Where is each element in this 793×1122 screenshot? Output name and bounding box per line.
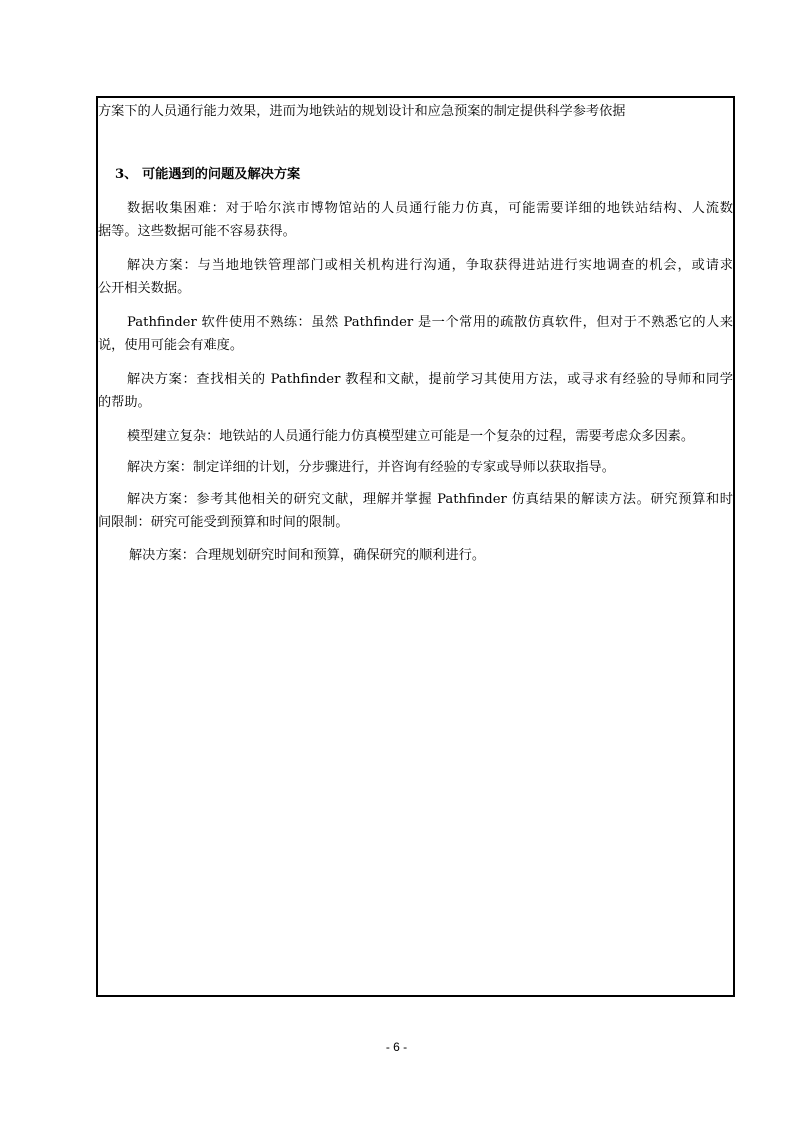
paragraph-7-line-1: 解决方案：参考其他相关的研究文献，理解并掌握 Pathfinder 仿真结果的解读方法。研究预算和时 <box>127 492 733 507</box>
paragraph-2-line-1: 解决方案：与当地地铁管理部门或相关机构进行沟通，争取获得进站进行实地调查的机会，或请求 <box>127 258 733 273</box>
paragraph-6-line-1: 解决方案：制定详细的计划，分步骤进行，并咨询有经验的专家或导师以获取指导。 <box>127 460 615 475</box>
page-number: - 6 - <box>385 1040 408 1054</box>
paragraph-3-line-2: 说，使用可能会有难度。 <box>98 338 244 353</box>
paragraph-8-line-1: 解决方案：合理规划研究时间和预算，确保研究的顺利进行。 <box>129 548 486 563</box>
intro-line: 方案下的人员通行能力效果，进而为地铁站的规划设计和应急预案的制定提供科学参考依据 <box>98 104 626 119</box>
section-heading: 3、 可能遇到的问题及解决方案 <box>115 167 301 182</box>
paragraph-3-line-1: Pathfinder 软件使用不熟练：虽然 Pathfinder 是一个常用的疏散仿真软件，但对于不熟悉它的人来 <box>127 315 733 330</box>
paragraph-7-line-2: 间限制：研究可能受到预算和时间的限制。 <box>98 515 349 530</box>
paragraph-4-line-2: 的帮助。 <box>98 395 151 410</box>
paragraph-2-line-2: 公开相关数据。 <box>98 281 191 296</box>
paragraph-1-line-1: 数据收集困难：对于哈尔滨市博物馆站的人员通行能力仿真，可能需要详细的地铁站结构、人流数 <box>127 201 733 216</box>
paragraph-5-line-1: 模型建立复杂：地铁站的人员通行能力仿真模型建立可能是一个复杂的过程，需要考虑众多因素。 <box>127 429 695 444</box>
paragraph-4-line-1: 解决方案：查找相关的 Pathfinder 教程和文献，提前学习其使用方法，或寻求有经验的导师和同学 <box>127 372 733 387</box>
paragraph-1-line-2: 据等。这些数据可能不容易获得。 <box>98 224 296 239</box>
